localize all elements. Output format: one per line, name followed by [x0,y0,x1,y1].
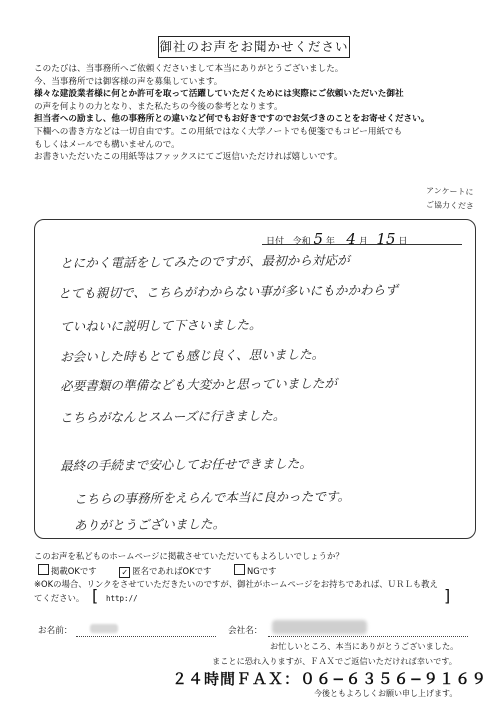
fax-number: ２４時間ＦＡＸ：０６−６３５６−９１６９ [172,670,488,688]
intro-line: 下欄への書き方などは一切自由です。この用紙ではなく大学ノートでも便箋でもコピー用紙でも [34,126,403,137]
redacted-company [272,620,367,634]
handwritten-note-2: ご協力くださ [425,200,475,211]
fax-request-line: まことに恐れ入りますが、ＦＡＸでご返信いただければ幸いです。 [212,656,457,666]
handwritten-note-1: アンケートに [425,186,474,197]
date-year-unit: 年 [325,237,335,247]
name-field[interactable] [76,636,216,637]
option-anonymous-ok[interactable] [119,566,211,576]
form-title: 御社のお声をお聞かせください [158,36,350,58]
url-bracket-open: [ [92,586,99,605]
checkbox[interactable] [234,564,245,575]
option-label: 掲載OKです [51,566,97,576]
intro-line: 担当者への励まし、他の事務所との違いなど何でもお好きですのでお気づきのことをお寄せください。 [34,114,430,125]
intro-text [34,63,474,164]
comment-line: お会いした時もとても感じ良く、思いました。 [59,346,325,365]
intro-line: の声を何よりの力となり、また私たちの今後の参考となります。 [34,101,283,112]
comment-line: こちらの事務所をえらんで本当に良かったです。 [73,488,351,507]
date-era: 令和 [292,237,311,247]
url-field[interactable]: http:// [106,594,138,603]
date-month: 4 [346,230,356,248]
comment-line: とにかく電話をしてみたのですが、最初から対応が [59,252,350,271]
comment-line: 必要書類の準備なども大変かと思っていましたが [59,375,338,394]
url-bracket-close: ] [444,586,451,605]
date-label: 日付 [266,237,285,247]
intro-line: もしくはメールでも構いませんので。 [34,139,180,150]
check-mark-icon: ✓ [121,568,129,577]
comment-line: 最終の手続まで安心してお任せできました。 [59,455,312,474]
comment-line: ていねいに説明して下さいました。 [59,316,262,335]
ok-note-line-2: てください。 [34,593,85,603]
option-publish-ok[interactable] [38,566,97,576]
intro-line: 今、当事務所では御客様の声を募集しています。 [34,76,223,87]
comment-line: とても親切で、こちらがわからない事が多いにもかかわらず [57,282,398,301]
date-month-unit: 月 [358,237,368,247]
permission-options [38,564,297,578]
company-label: 会社名： [228,626,263,636]
checkbox-checked[interactable] [119,567,130,578]
option-ng[interactable] [234,566,277,576]
company-field[interactable] [268,636,468,637]
checkbox[interactable] [38,564,49,575]
comment-line: ありがとうございました。 [73,516,226,533]
intro-line: このたびは、当事務所へご依頼くださいまして本当にありがとうございました。 [34,64,344,74]
name-label: お名前： [38,626,73,636]
date-day-unit: 日 [398,237,408,247]
intro-line: 様々な建設業者様に何とか許可を取って活躍していただくためには実際にご依頼いただいた御社 [34,89,404,100]
thanks-line: お忙しいところ、本当にありがとうございました。 [270,641,459,651]
permission-question: このお声を私どものホームページに掲載させていただいてもよろしいでしょうか？ [34,551,344,561]
date-underline [262,244,462,245]
ok-note-line-1: ※OKの場合、リンクをさせていただきたいのですが、御社がホームページをお持ちであれば、ＵＲＬも教え [34,579,438,589]
intro-line: お書きいただいたこの用紙等はファックスにてご返信いただければ嬉しいです。 [34,152,343,163]
date-field [266,230,407,248]
comment-line: こちらがなんとスムーズに行きました。 [59,407,286,426]
option-label: 匿名であればOKです [132,566,212,576]
date-year: 5 [313,230,324,248]
option-label: NGです [247,566,277,576]
redacted-name [90,624,118,633]
footer-line: 今後ともよろしくお願い申し上げます。 [314,689,458,698]
date-day: 15 [376,230,396,248]
